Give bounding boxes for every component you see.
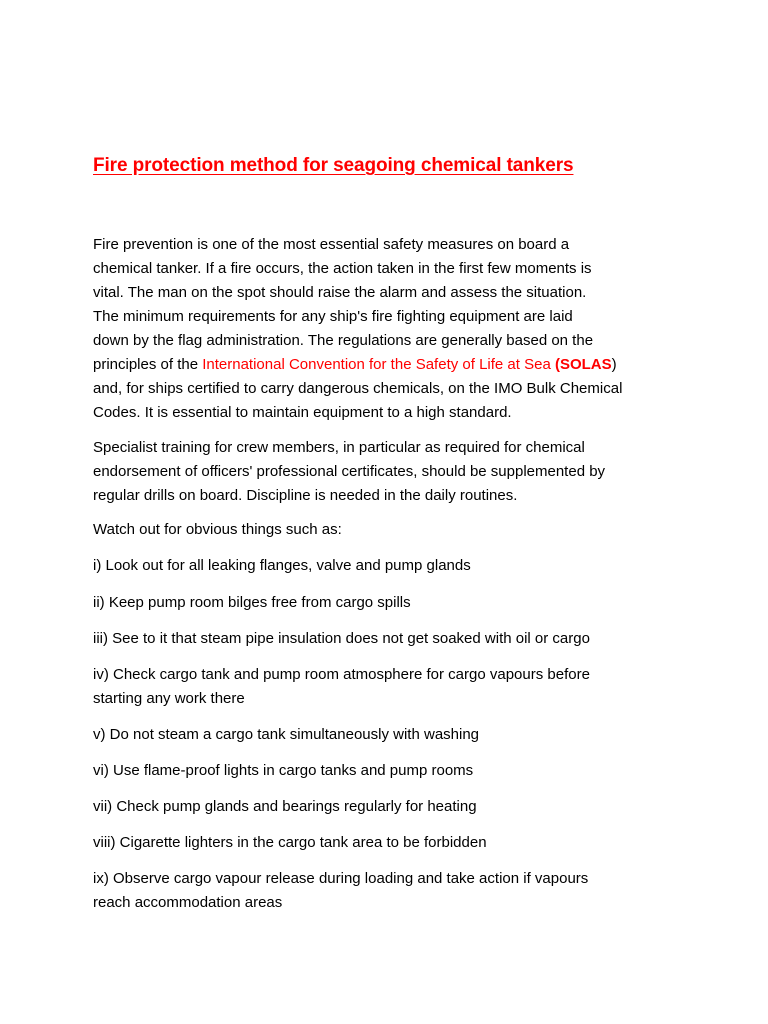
list-item-line: reach accommodation areas (93, 894, 283, 911)
paragraph-line: down by the flag administration. The regulations are generally based on the (93, 332, 594, 349)
paragraph-line: endorsement of officers' professional certificates, should be supplemented by (93, 463, 606, 480)
list-item-line: ix) Observe cargo vapour release during loading and take action if vapours (93, 870, 589, 887)
paragraph-training (93, 436, 683, 508)
paragraph-line: Codes. It is essential to maintain equipment to a high standard. (93, 404, 512, 421)
paragraph-line: Specialist training for crew members, in particular as required for chemical (93, 439, 585, 456)
list-item-vi: vi) Use flame-proof lights in cargo tanks and pump rooms (93, 762, 474, 779)
solas-paren-close: ) (611, 356, 617, 373)
paragraph-fire-prevention (93, 233, 683, 425)
list-item-line: iv) Check cargo tank and pump room atmosphere for cargo vapours before (93, 666, 590, 683)
list-item-vii: vii) Check pump glands and bearings regularly for heating (93, 798, 477, 815)
list-item-iii: iii) See to it that steam pipe insulation does not get soaked with oil or cargo (93, 630, 590, 647)
list-item-iv (93, 663, 590, 711)
solas-paren-open: ( (550, 356, 560, 373)
solas-convention-link[interactable]: International Convention for the Safety of Life at Sea (202, 356, 551, 373)
list-item-i: i) Look out for all leaking flanges, valve and pump glands (93, 557, 471, 574)
list-item-ii: ii) Keep pump room bilges free from cargo spills (93, 594, 411, 611)
paragraph-line: The minimum requirements for any ship's fire fighting equipment are laid (93, 308, 573, 325)
list-item-viii: viii) Cigarette lighters in the cargo tank area to be forbidden (93, 834, 487, 851)
paragraph-text: principles of the (93, 356, 203, 373)
solas-abbreviation-link[interactable]: SOLAS (559, 356, 612, 373)
watch-intro: Watch out for obvious things such as: (93, 521, 342, 538)
paragraph-line: Fire prevention is one of the most essential safety measures on board a (93, 236, 570, 253)
list-item-line: starting any work there (93, 690, 245, 707)
paragraph-line: chemical tanker. If a fire occurs, the action taken in the first few moments is (93, 260, 592, 277)
list-item-ix (93, 867, 588, 915)
paragraph-line: and, for ships certified to carry dangerous chemicals, on the IMO Bulk Chemical (93, 380, 623, 397)
document-title: Fire protection method for seagoing chemical tankers (93, 155, 574, 176)
list-item-v: v) Do not steam a cargo tank simultaneously with washing (93, 726, 480, 743)
paragraph-line: regular drills on board. Discipline is needed in the daily routines. (93, 487, 518, 504)
paragraph-line-solas (93, 353, 683, 377)
paragraph-line: vital. The man on the spot should raise the alarm and assess the situation. (93, 284, 587, 301)
